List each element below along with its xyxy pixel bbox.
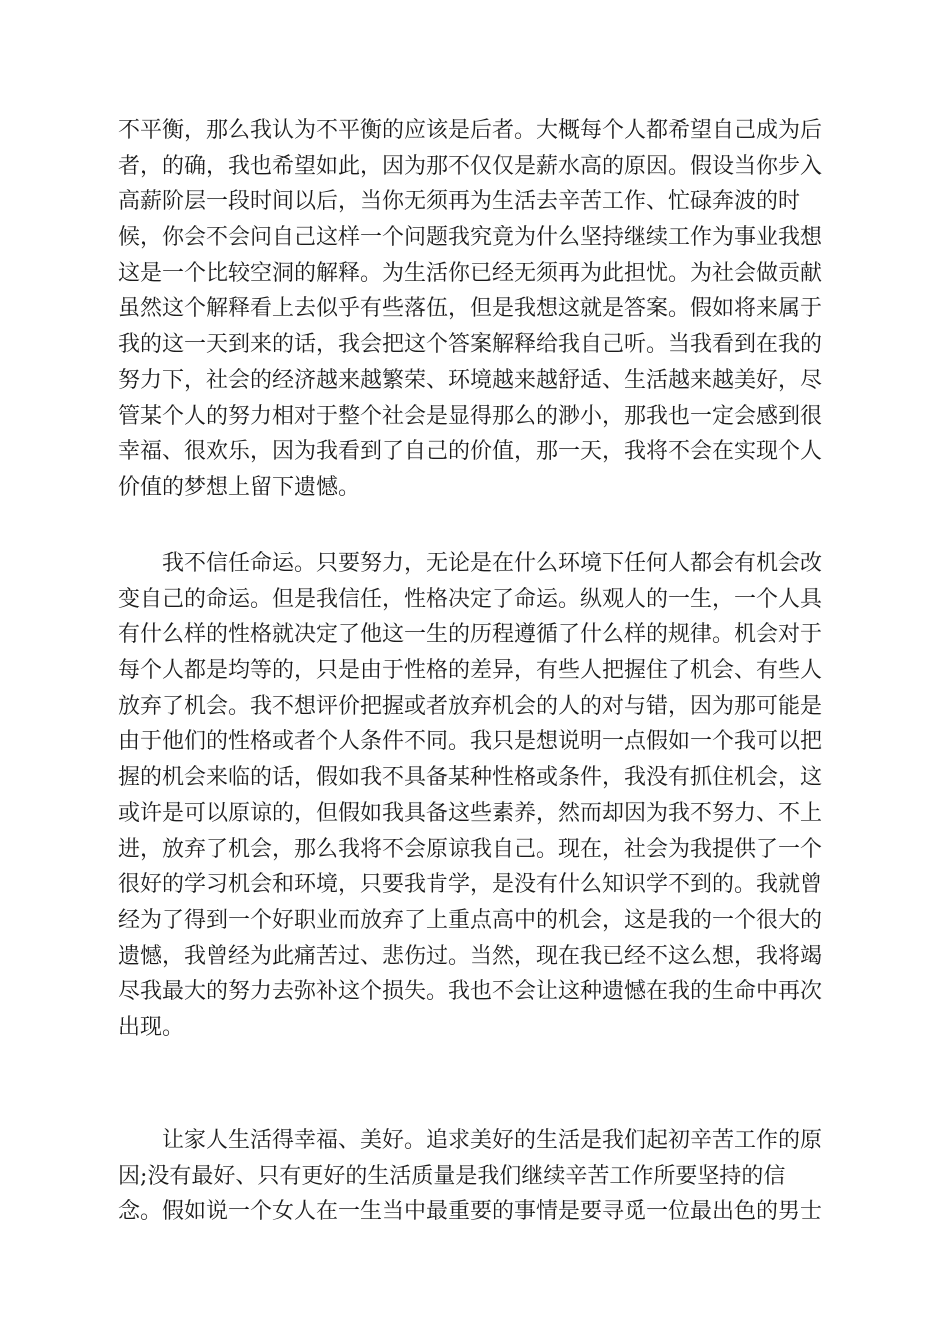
text-line: 因;没有最好、只有更好的生活质量是我们继续辛苦工作所要坚持的信 xyxy=(118,1163,786,1189)
text-line: 者，的确，我也希望如此，因为那不仅仅是薪水高的原因。假设当你步入 xyxy=(118,153,823,179)
text-line: 进，放弃了机会，那么我将不会原谅我自己。现在，社会为我提供了一个 xyxy=(118,836,823,862)
text-line: 每个人都是均等的，只是由于性格的差异，有些人把握住了机会、有些人 xyxy=(118,658,823,684)
text-line: 价值的梦想上留下遗憾。 xyxy=(118,474,361,500)
text-line: 变自己的命运。但是我信任，性格决定了命运。纵观人的一生，一个人具 xyxy=(118,586,823,612)
paragraph-3 xyxy=(118,1123,838,1230)
text-line: 让家人生活得幸福、美好。追求美好的生活是我们起初辛苦工作的原 xyxy=(162,1128,823,1153)
paragraph-2 xyxy=(118,546,838,1046)
text-line: 幸福、很欢乐，因为我看到了自己的价值，那一天，我将不会在实现个人 xyxy=(118,439,823,465)
text-line: 或许是可以原谅的，但假如我具备这些素养，然而却因为我不努力、不上 xyxy=(118,800,823,826)
text-line: 候，你会不会问自己这样一个问题我究竟为什么坚持继续工作为事业我想 xyxy=(118,225,823,251)
text-line: 出现。 xyxy=(118,1014,185,1040)
text-line: 我不信任命运。只要努力，无论是在什么环境下任何人都会有机会改 xyxy=(162,551,823,576)
text-line: 由于他们的性格或者个人条件不同。我只是想说明一点假如一个我可以把 xyxy=(118,729,823,755)
text-line: 尽我最大的努力去弥补这个损失。我也不会让这种遗憾在我的生命中再次 xyxy=(118,979,823,1005)
text-line: 这是一个比较空洞的解释。为生活你已经无须再为此担忧。为社会做贡献 xyxy=(118,260,823,286)
text-line: 放弃了机会。我不想评价把握或者放弃机会的人的对与错，因为那可能是 xyxy=(118,693,823,719)
text-line: 念。假如说一个女人在一生当中最重要的事情是要寻觅一位最出色的男士 xyxy=(118,1199,823,1225)
text-line: 虽然这个解释看上去似乎有些落伍，但是我想这就是答案。假如将来属于 xyxy=(118,296,823,322)
text-line: 不平衡，那么我认为不平衡的应该是后者。大概每个人都希望自己成为后 xyxy=(118,118,823,143)
text-line: 我的这一天到来的话，我会把这个答案解释给我自己听。当我看到在我的 xyxy=(118,332,823,358)
text-line: 高薪阶层一段时间以后，当你无须再为生活去辛苦工作、忙碌奔波的时 xyxy=(118,189,801,215)
text-line: 经为了得到一个好职业而放弃了上重点高中的机会，这是我的一个很大的 xyxy=(118,907,823,933)
paragraph-1 xyxy=(118,113,838,506)
text-line: 有什么样的性格就决定了他这一生的历程遵循了什么样的规律。机会对于 xyxy=(118,622,823,648)
text-line: 管某个人的努力相对于整个社会是显得那么的渺小，那我也一定会感到很 xyxy=(118,403,823,429)
text-line: 遗憾，我曾经为此痛苦过、悲伤过。当然，现在我已经不这么想，我将竭 xyxy=(118,943,823,969)
text-line: 很好的学习机会和环境，只要我肯学，是没有什么知识学不到的。我就曾 xyxy=(118,872,823,898)
text-line: 努力下，社会的经济越来越繁荣、环境越来越舒适、生活越来越美好，尽 xyxy=(118,367,823,393)
text-line: 握的机会来临的话，假如我不具备某种性格或条件，我没有抓住机会，这 xyxy=(118,765,823,791)
